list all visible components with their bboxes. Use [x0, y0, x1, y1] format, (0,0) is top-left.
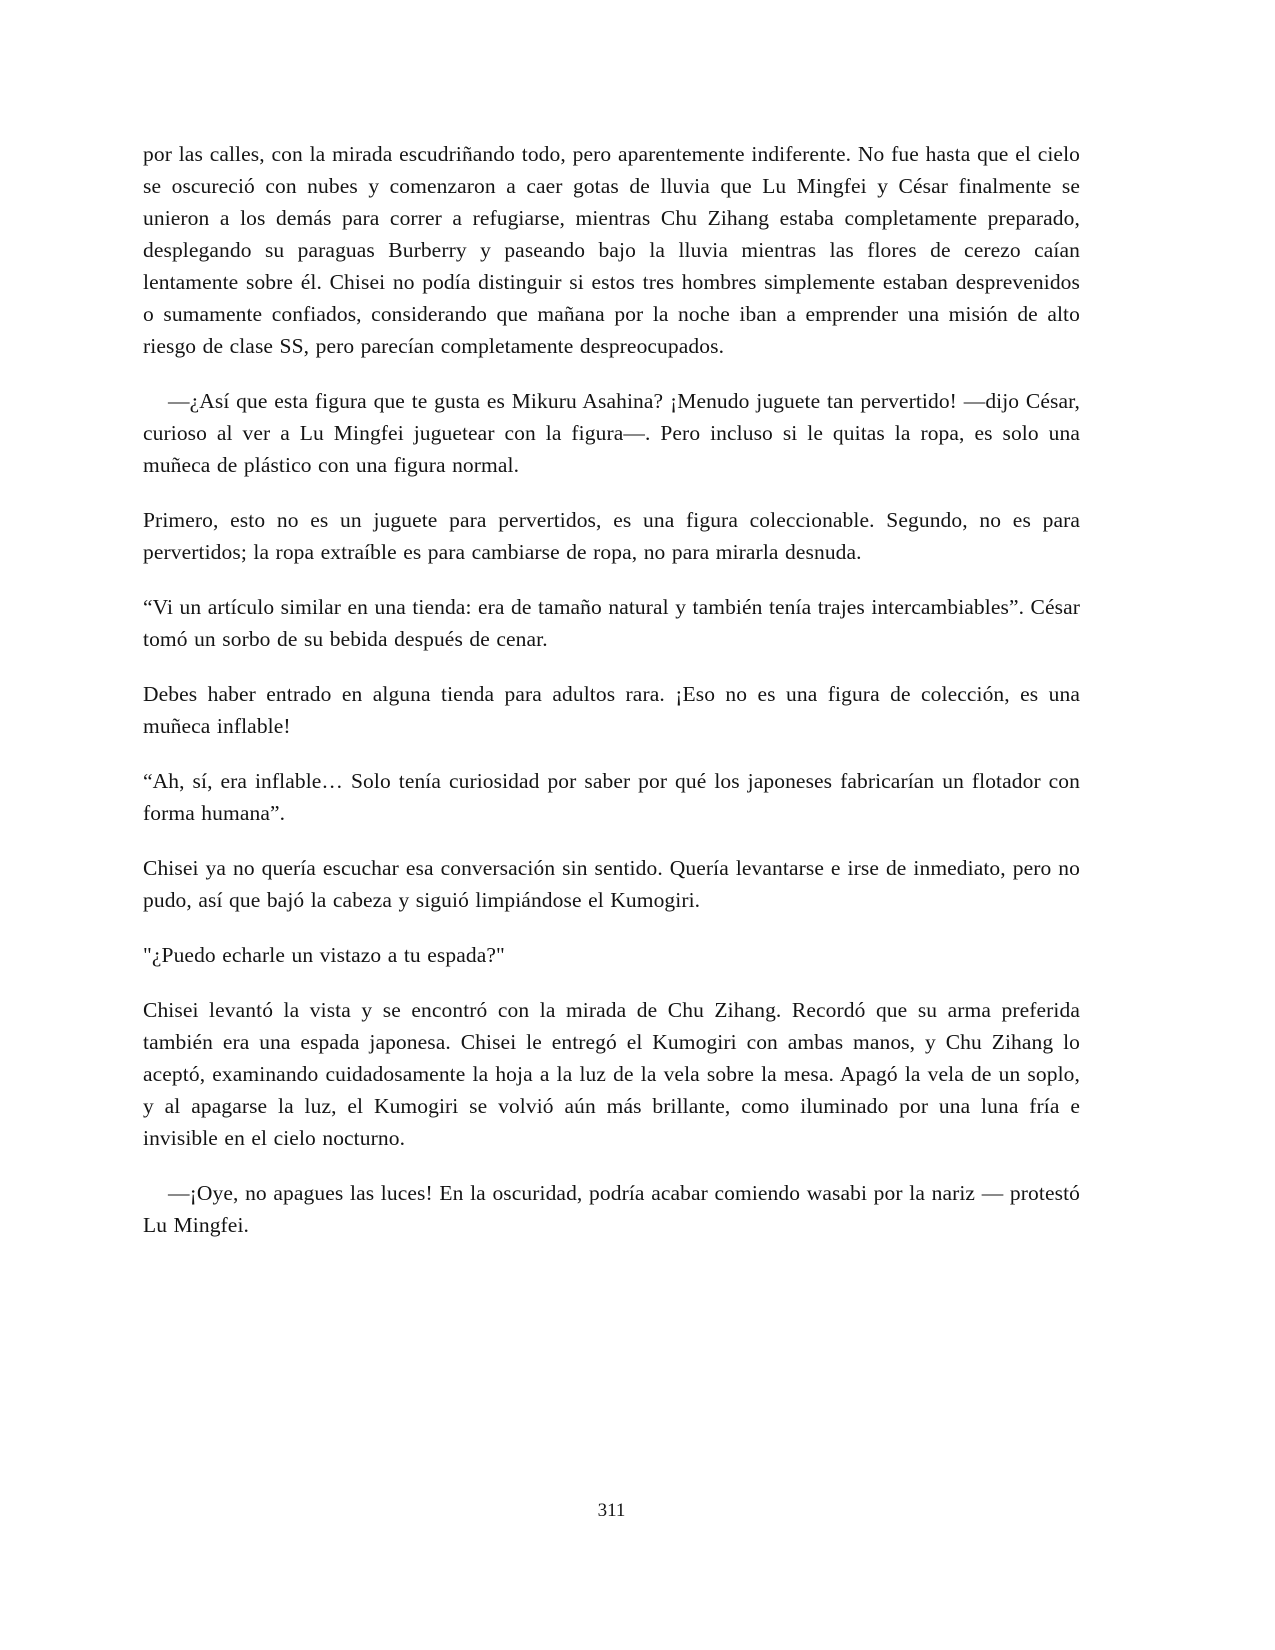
paragraph: Chisei ya no quería escuchar esa conversación sin sentido. Quería levantarse e irse de inmediato, pero no pudo, así que bajó la cabeza y siguió limpiándose el Kumogiri.	[143, 856, 1080, 912]
paragraph: “Ah, sí, era inflable… Solo tenía curiosidad por saber por qué los japoneses fabricarían un flotador con forma humana”.	[143, 769, 1080, 825]
paragraph: "¿Puedo echarle un vistazo a tu espada?"	[143, 943, 505, 967]
page-text-block	[143, 138, 1080, 1264]
paragraph: por las calles, con la mirada escudriñando todo, pero aparentemente indiferente. No fue hasta que el cielo se oscureció con nubes y comenzaron a caer gotas de lluvia que Lu Mingfei y César finalmente se unieron a los demás para correr a refugiarse, mientras Chu Zihang estaba completamente preparado, desplegando su paraguas Burberry y paseando bajo la lluvia mientras las flores de cerezo caían lentamente sobre él. Chisei no podía distinguir si estos tres hombres simplemente estaban desprevenidos o sumamente confiados, considerando que mañana por la noche iban a emprender una misión de alto riesgo de clase SS, pero parecían completamente despreocupados.	[143, 142, 1080, 358]
paragraph: Debes haber entrado en alguna tienda para adultos rara. ¡Eso no es una figura de colección, es una muñeca inflable!	[143, 682, 1080, 738]
paragraph: Primero, esto no es un juguete para pervertidos, es una figura coleccionable. Segundo, no es para pervertidos; la ropa extraíble es para cambiarse de ropa, no para mirarla desnuda.	[143, 508, 1080, 564]
paragraph: Chisei levantó la vista y se encontró con la mirada de Chu Zihang. Recordó que su arma preferida también era una espada japonesa. Chisei le entregó el Kumogiri con ambas manos, y Chu Zihang lo aceptó, examinando cuidadosamente la hoja a la luz de la vela sobre la mesa. Apagó la vela de un soplo, y al apagarse la luz, el Kumogiri se volvió aún más brillante, como iluminado por una luna fría e invisible en el cielo nocturno.	[143, 998, 1080, 1150]
paragraph-dialogue: —¡Oye, no apagues las luces! En la oscuridad, podría acabar comiendo wasabi por la nariz — protestó Lu Mingfei.	[143, 1181, 1080, 1237]
paragraph: “Vi un artículo similar en una tienda: era de tamaño natural y también tenía trajes intercambiables”. César tomó un sorbo de su bebida después de cenar.	[143, 595, 1081, 651]
paragraph-dialogue: —¿Así que esta figura que te gusta es Mikuru Asahina? ¡Menudo juguete tan pervertido! —dijo César, curioso al ver a Lu Mingfei juguetear con la figura—. Pero incluso si le quitas la ropa, es solo una muñeca de plástico con una figura normal.	[143, 389, 1080, 477]
page-number: 311	[597, 1500, 626, 1521]
